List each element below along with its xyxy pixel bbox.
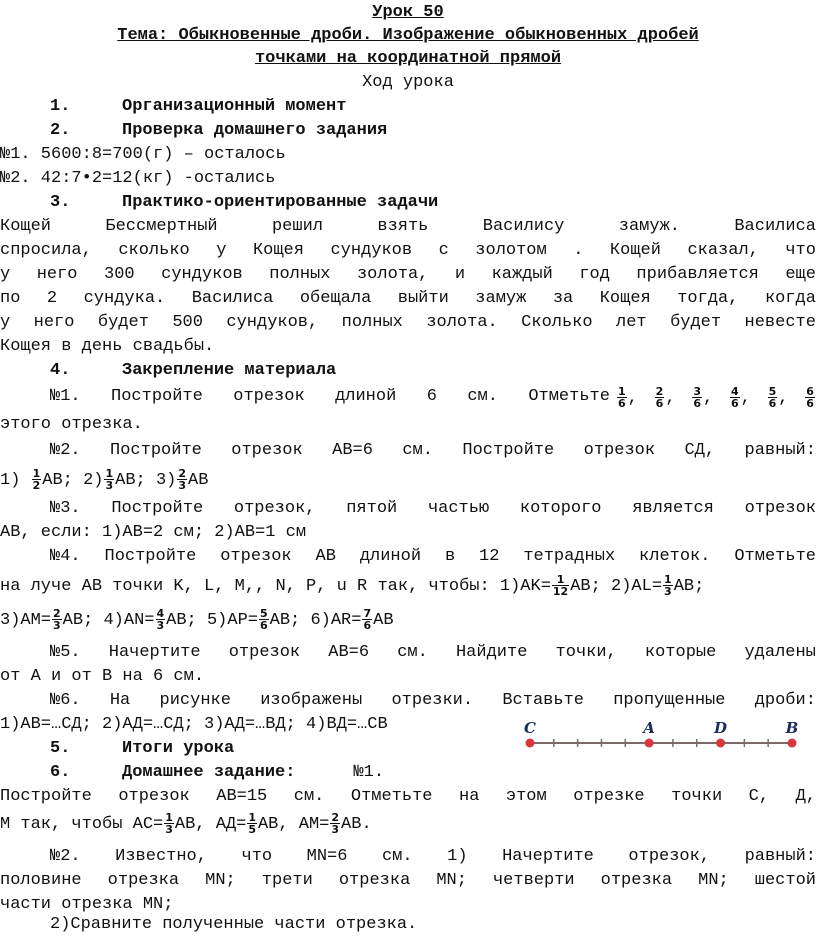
word: точки, (555, 643, 617, 662)
word: см. (381, 847, 413, 866)
section-5: 5. Итоги урока (50, 739, 235, 758)
word: и (454, 265, 466, 284)
topic-line-1: Тема: Обыкновенные дроби. Изображение обыкновенных дробей (117, 26, 699, 45)
word: №6. (50, 691, 81, 710)
word: Василису (482, 217, 565, 236)
word: отрезке (573, 787, 645, 806)
task-1-fraction (654, 386, 676, 410)
lesson-title: Урок 50 (372, 3, 444, 22)
task-4-fraction-n: $\frac{4}{3}$ (156, 607, 165, 632)
word: длиной (359, 547, 422, 566)
word: шестой (754, 871, 816, 890)
word: клеток. (639, 547, 711, 566)
word: MN; (205, 871, 236, 890)
word: №2. (50, 441, 81, 460)
homework-1-line-1 (0, 786, 816, 808)
word: Постройте (0, 787, 92, 806)
word: АВ=6 (332, 441, 373, 460)
word: золота. (426, 313, 498, 332)
word: замуж. (618, 217, 680, 236)
word: взять (377, 217, 429, 236)
numerator: 2 (655, 385, 664, 398)
numerator: 3 (693, 385, 701, 398)
word: MN; (436, 871, 467, 890)
word: у (216, 241, 227, 260)
fraction (730, 386, 740, 409)
homework-2-line-4: 2)Сравните полученные части отрезка. (50, 915, 418, 934)
word: Вставьте (502, 691, 584, 710)
task-1-fraction (804, 386, 816, 410)
word: которого (519, 499, 602, 518)
word: сундуков (161, 265, 243, 284)
word: является (632, 499, 714, 518)
word: пропущенные (613, 691, 726, 710)
fraction (655, 386, 665, 409)
homework-fraction-d: $\frac{1}{5}$ (248, 811, 256, 836)
word: см. (402, 441, 433, 460)
word: 1) (447, 847, 468, 866)
word: у (0, 265, 11, 284)
word: еще (785, 265, 816, 284)
task-1-line-2: этого отрезка. (0, 415, 143, 434)
word: в (444, 547, 456, 566)
word: 300 (104, 265, 135, 284)
word: будет (670, 313, 722, 332)
word: MN=6 (306, 847, 348, 866)
word: №2. (50, 847, 81, 866)
word: удалены (744, 643, 816, 662)
section-3: 3. Практико-ориентированные задачи (50, 193, 439, 212)
point-label-d: D (714, 719, 728, 737)
homework-1-line-2: М так, чтобы АС= $\frac{1}{3}$ АВ, АД= $\frac{1}{5}$ АВ, АМ= $\frac{2}{3}$ АВ. (0, 811, 372, 836)
task-1-fractions (616, 386, 816, 410)
denominator: 6 (655, 397, 664, 410)
section-6: 6. Домашнее задание: №1. (50, 763, 385, 782)
fraction (617, 386, 627, 409)
word: №1. (50, 387, 81, 406)
story-line-5 (0, 312, 816, 334)
word: сказал, (687, 241, 759, 260)
word: прибавляется (636, 265, 759, 284)
word: по (0, 289, 21, 308)
word: изображены (260, 691, 363, 710)
word: см. (397, 643, 428, 662)
word: АВ=6 (328, 643, 370, 662)
word: АВ (315, 547, 336, 566)
word: отрезок (583, 441, 656, 460)
word: СД, (684, 441, 716, 460)
word: за (552, 289, 574, 308)
homework-check-2: №2. 42:7•2=12(кг) -остались (0, 169, 276, 188)
word: С, (748, 787, 770, 806)
word: с (438, 241, 449, 260)
word: Василиса (734, 217, 816, 236)
fraction (768, 386, 778, 409)
segment-labels (524, 719, 798, 737)
word: точки (671, 787, 723, 806)
task-6-line-1 (0, 690, 816, 712)
word: частью (427, 499, 490, 518)
comma: , (665, 388, 676, 408)
task-4-line-2: на луче АВ точки K, L, M,, N, P, u R так, чтобы: 1)АK= $\frac{1}{12}$ АВ; 2)АL= $\frac{1}{3}$ АВ; (0, 573, 705, 598)
word: тетрадных (523, 547, 616, 566)
word: Отметьте (350, 787, 433, 806)
homework-check-1: №1. 5600:8=700(г) – осталось (0, 145, 286, 164)
word: Кощея (599, 289, 651, 308)
word: Постройте (111, 387, 203, 406)
word: сундука. (83, 289, 166, 308)
word: Постройте (104, 547, 197, 566)
word: . (573, 241, 584, 260)
word: отрезки. (391, 691, 474, 710)
word: у (0, 313, 11, 332)
word: невесте (744, 313, 816, 332)
word: замуж (475, 289, 527, 308)
numerator: 6 (806, 385, 814, 398)
word: отрезок (744, 499, 816, 518)
story-line-2 (0, 240, 816, 262)
numerator: 1 (618, 385, 626, 398)
word: спросила, (0, 241, 92, 260)
word: 6 (426, 387, 437, 406)
word: Известно, (115, 847, 207, 866)
word: на (459, 787, 480, 806)
word: половине (0, 871, 82, 890)
task-6-line-2: 1)АВ=…СД; 2)АД=…СД; 3)АД=…ВД; 4)ВД=…СВ (0, 715, 388, 734)
word: Начертите (108, 643, 201, 662)
word: Василиса (191, 289, 274, 308)
word: На (109, 691, 131, 710)
word: сундуков, (226, 313, 319, 332)
task-1-fraction (616, 386, 638, 410)
section-1: 1. Организационный момент (50, 97, 347, 116)
word: Д, (795, 787, 816, 806)
word: этом (505, 787, 547, 806)
course-heading: Ход урока (362, 73, 454, 92)
word: №4. (50, 547, 81, 566)
word: MN; (698, 871, 729, 890)
word: равный: (744, 847, 816, 866)
word: полных (269, 265, 331, 284)
word: пятой (346, 499, 398, 518)
comma: , (627, 388, 638, 408)
word: отрезок (228, 643, 301, 662)
word: Постройте (462, 441, 555, 460)
task-2-fraction-2: $\frac{1}{3}$ (105, 467, 114, 492)
task-4-line-3: 3)АM= $\frac{2}{3}$ АВ; 4)АN= $\frac{4}{3}$ АВ; 5)АP= $\frac{5}{6}$ АВ; 6)АR= $\frac{7}{6}$ АВ (0, 607, 394, 632)
word: когда (764, 289, 816, 308)
word: Бессмертный (105, 217, 218, 236)
word: Отметьте (734, 547, 816, 566)
homework-2-line-1 (0, 846, 816, 868)
word: трети (261, 871, 313, 890)
word: Кощей (609, 241, 661, 260)
story-line-4 (0, 288, 816, 310)
word: Отметьте (528, 387, 610, 406)
word: решил (271, 217, 323, 236)
story-line-1 (0, 216, 816, 238)
word: тогда, (677, 289, 739, 308)
section-4: 4. Закрепление материала (50, 361, 337, 380)
denominator: 6 (618, 397, 626, 410)
task-1-fraction (729, 386, 751, 410)
word: обещала (299, 289, 372, 308)
denominator: 6 (768, 397, 777, 410)
word: выйти (397, 289, 449, 308)
word: отрезок (233, 387, 305, 406)
word: каждый (491, 265, 553, 284)
task-2-line-2: 1) $\frac{1}{2}$ АВ; 2) $\frac{1}{3}$ АВ; 3) $\frac{2}{3}$ АВ (0, 467, 209, 492)
word: четверти (492, 871, 575, 890)
task-1-fraction (691, 386, 713, 410)
story-line-3 (0, 264, 816, 286)
task-5-line-2: от А и от В на 6 см. (0, 667, 205, 686)
word: золота, (356, 265, 429, 284)
fraction (692, 386, 702, 409)
word: отрезок (231, 441, 303, 460)
word: отрезок, (628, 847, 711, 866)
numerator: 4 (730, 385, 739, 398)
homework-2-line-3: части отрезка MN; (0, 895, 174, 914)
word: будет (97, 313, 149, 332)
word: отрезок, (233, 499, 316, 518)
word: рисунке (159, 691, 231, 710)
word: полных (341, 313, 403, 332)
denominator: 6 (806, 397, 814, 410)
word: золотом (475, 241, 547, 260)
story-line-6: Кощея в день свадьбы. (0, 337, 215, 356)
word: отрезка (107, 871, 180, 890)
homework-fraction-m: $\frac{2}{3}$ (331, 811, 340, 836)
task-1-line-1 (0, 386, 816, 410)
word: Постройте (110, 441, 202, 460)
word: см. (293, 787, 325, 806)
word: равный: (744, 441, 816, 460)
word: Сколько (521, 313, 593, 332)
homework-fraction-c: $\frac{1}{3}$ (165, 811, 173, 836)
word: отрезка (600, 871, 673, 890)
section-2: 2. Проверка домашнего задания (50, 121, 388, 140)
fraction (805, 386, 815, 409)
point-label-b: B (785, 719, 799, 737)
word: 12 (479, 547, 500, 566)
task-2-line-1 (0, 440, 816, 462)
word: 500 (172, 313, 203, 332)
word: отрезок (118, 787, 190, 806)
numerator: 5 (768, 385, 777, 398)
task-4-fraction-p: $\frac{5}{6}$ (259, 607, 268, 632)
word: сундуков (330, 241, 413, 260)
point-label-c: C (524, 719, 536, 737)
homework-2-line-2 (0, 870, 816, 892)
word: Найдите (455, 643, 528, 662)
task-2-fraction-1: $\frac{1}{2}$ (32, 467, 41, 492)
word: Кощея (252, 241, 304, 260)
word: №3. (50, 499, 81, 518)
comma: , (778, 388, 789, 408)
task-4-fraction-l: $\frac{1}{3}$ (664, 573, 672, 598)
task-2-fraction-3: $\frac{2}{3}$ (178, 467, 187, 492)
task-4-fraction-m: $\frac{2}{3}$ (53, 607, 61, 632)
comma: , (740, 388, 751, 408)
task-4-fraction-r: $\frac{7}{6}$ (363, 607, 372, 632)
word: что (785, 241, 816, 260)
word: длиной (335, 387, 397, 406)
word: №5. (50, 643, 81, 662)
comma: , (702, 388, 714, 408)
word: 2 (46, 289, 58, 308)
point-label-a: A (643, 719, 655, 737)
task-5-line-1 (0, 642, 816, 664)
denominator: 6 (730, 397, 739, 410)
word: лет (616, 313, 647, 332)
word: него (36, 265, 78, 284)
task-3-line-2: АВ, если: 1)АВ=2 см; 2)АВ=1 см (0, 523, 307, 542)
word: сколько (118, 241, 190, 260)
word: Кощей (0, 217, 52, 236)
denominator: 6 (693, 397, 701, 410)
word: Начертите (502, 847, 594, 866)
word: отрезок (220, 547, 292, 566)
word: год (579, 265, 610, 284)
task-1-words (50, 386, 610, 410)
word: Постройте (111, 499, 204, 518)
word: дроби: (754, 691, 816, 710)
word: него (33, 313, 75, 332)
task-1-fraction (767, 386, 789, 410)
topic-line-2: точками на координатной прямой (254, 49, 562, 68)
task-3-line-1 (0, 498, 816, 520)
word: см. (467, 387, 498, 406)
word: что (241, 847, 273, 866)
word: АВ=15 (216, 787, 268, 806)
word: которые (644, 643, 717, 662)
word: отрезка (338, 871, 411, 890)
task-4-line-1 (0, 546, 816, 568)
task-4-fraction-k: $\frac{1}{12}$ (552, 573, 569, 598)
